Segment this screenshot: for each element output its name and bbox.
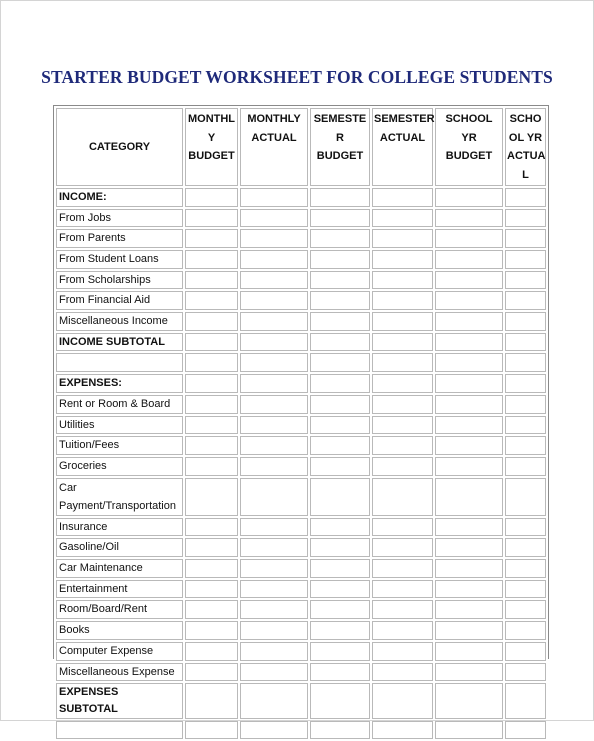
entry-cell-semester-actual[interactable] [372, 436, 433, 455]
entry-cell-school-yr-actual[interactable] [505, 621, 546, 640]
entry-cell-monthly-actual[interactable] [240, 621, 308, 640]
entry-cell-semester-budget[interactable] [310, 580, 370, 599]
entry-cell-monthly-budget[interactable] [185, 291, 238, 310]
entry-cell-school-yr-actual[interactable] [505, 374, 546, 393]
entry-cell-school-yr-budget[interactable] [435, 457, 503, 476]
col-header-monthly-budget [185, 108, 238, 186]
budget-table [54, 106, 548, 741]
entry-cell-school-yr-actual[interactable] [505, 416, 546, 435]
category-cell: Utilities [56, 416, 183, 435]
entry-cell-semester-budget[interactable] [310, 333, 370, 352]
entry-cell-school-yr-actual[interactable] [505, 600, 546, 619]
entry-cell[interactable] [372, 721, 433, 740]
table-row [56, 663, 546, 682]
entry-cell-school-yr-actual[interactable] [505, 250, 546, 269]
table-row [56, 436, 546, 455]
category-cell: Gasoline/Oil [56, 538, 183, 557]
entry-cell-school-yr-budget[interactable] [435, 663, 503, 682]
category-cell: Miscellaneous Income [56, 312, 183, 331]
entry-cell-school-yr-actual[interactable] [505, 291, 546, 310]
worksheet-title: STARTER BUDGET WORKSHEET FOR COLLEGE STUDENTS [41, 67, 553, 87]
table-row [56, 312, 546, 331]
entry-cell-school-yr-budget[interactable] [435, 580, 503, 599]
entry-cell-semester-budget[interactable] [310, 229, 370, 248]
entry-cell-semester-actual[interactable] [372, 663, 433, 682]
table-row [56, 457, 546, 476]
entry-cell-monthly-budget[interactable] [185, 663, 238, 682]
col-header-text: MONTHLY [247, 113, 301, 125]
entry-cell-monthly-budget[interactable] [185, 538, 238, 557]
entry-cell-school-yr-budget[interactable] [435, 229, 503, 248]
entry-cell-monthly-budget[interactable] [185, 353, 238, 372]
category-cell: Room/Board/Rent [56, 600, 183, 619]
entry-cell-monthly-actual[interactable] [240, 271, 308, 290]
table-row [56, 395, 546, 414]
entry-cell-semester-budget[interactable] [310, 538, 370, 557]
table-row [56, 333, 546, 352]
table-row [56, 580, 546, 599]
entry-cell-school-yr-budget[interactable] [435, 312, 503, 331]
entry-cell-monthly-actual[interactable] [240, 416, 308, 435]
budget-table-frame [53, 105, 549, 715]
entry-cell-semester-budget[interactable] [310, 416, 370, 435]
entry-cell-semester-actual[interactable] [372, 188, 433, 207]
entry-cell-school-yr-budget[interactable] [435, 271, 503, 290]
entry-cell-monthly-budget[interactable] [185, 395, 238, 414]
entry-cell-monthly-actual[interactable] [240, 642, 308, 661]
entry-cell-school-yr-actual[interactable] [505, 642, 546, 661]
entry-cell-monthly-budget[interactable] [185, 229, 238, 248]
table-row [56, 188, 546, 207]
entry-cell-semester-actual[interactable] [372, 250, 433, 269]
table-row [56, 271, 546, 290]
entry-cell-monthly-budget[interactable] [185, 436, 238, 455]
entry-cell-semester-budget[interactable] [310, 457, 370, 476]
table-row [56, 478, 546, 516]
entry-cell-semester-budget[interactable] [310, 209, 370, 228]
entry-cell-monthly-budget[interactable] [185, 271, 238, 290]
entry-cell-monthly-actual[interactable] [240, 312, 308, 331]
entry-cell-school-yr-actual[interactable] [505, 333, 546, 352]
entry-cell-school-yr-actual[interactable] [505, 395, 546, 414]
entry-cell[interactable] [505, 721, 546, 740]
entry-cell-school-yr-actual[interactable] [505, 436, 546, 455]
col-header-school-yr-budget [435, 108, 503, 186]
category-cell: From Financial Aid [56, 291, 183, 310]
entry-cell-semester-actual[interactable] [372, 600, 433, 619]
entry-cell-monthly-actual[interactable] [240, 683, 308, 718]
entry-cell[interactable] [435, 721, 503, 740]
category-cell: From Parents [56, 229, 183, 248]
entry-cell-school-yr-budget[interactable] [435, 683, 503, 718]
col-header-school-yr-actual [505, 108, 546, 186]
entry-cell-school-yr-budget[interactable] [435, 600, 503, 619]
table-row [56, 229, 546, 248]
entry-cell-school-yr-actual[interactable] [505, 312, 546, 331]
entry-cell-monthly-actual[interactable] [240, 229, 308, 248]
col-header-text: SEMESTE [313, 113, 367, 125]
entry-cell-semester-actual[interactable] [372, 478, 433, 516]
entry-cell-school-yr-budget[interactable] [435, 209, 503, 228]
entry-cell-semester-budget[interactable] [310, 188, 370, 207]
entry-cell-monthly-actual[interactable] [240, 600, 308, 619]
category-cell: Car Maintenance [56, 559, 183, 578]
table-row [56, 600, 546, 619]
entry-cell-school-yr-budget[interactable] [435, 250, 503, 269]
entry-cell-monthly-actual[interactable] [240, 457, 308, 476]
entry-cell-school-yr-budget[interactable] [435, 478, 503, 516]
entry-cell-semester-budget[interactable] [310, 353, 370, 372]
entry-cell-school-yr-budget[interactable] [435, 353, 503, 372]
category-cell [56, 478, 183, 516]
entry-cell-school-yr-actual[interactable] [505, 683, 546, 718]
entry-cell-school-yr-actual[interactable] [505, 209, 546, 228]
col-header-text: BUDGET [445, 150, 493, 163]
table-row [56, 416, 546, 435]
entry-cell-semester-actual[interactable] [372, 642, 433, 661]
table-row [56, 518, 546, 537]
entry-cell-school-yr-budget[interactable] [435, 559, 503, 578]
entry-cell-school-yr-actual[interactable] [505, 188, 546, 207]
col-header-text: MONTHL [187, 113, 236, 125]
entry-cell-monthly-budget[interactable] [185, 250, 238, 269]
entry-cell-semester-budget[interactable] [310, 478, 370, 516]
entry-cell-monthly-budget[interactable] [185, 642, 238, 661]
category-cell: EXPENSES SUBTOTAL [56, 683, 183, 718]
entry-cell-semester-actual[interactable] [372, 333, 433, 352]
category-cell: INCOME SUBTOTAL [56, 333, 183, 352]
entry-cell-school-yr-budget[interactable] [435, 518, 503, 537]
entry-cell-semester-actual[interactable] [372, 621, 433, 640]
entry-cell-semester-actual[interactable] [372, 229, 433, 248]
header-row [56, 108, 546, 186]
entry-cell-school-yr-actual[interactable] [505, 518, 546, 537]
table-row [56, 209, 546, 228]
category-cell: Tuition/Fees [56, 436, 183, 455]
col-header-text: OL YR [508, 131, 543, 144]
col-header-text: L [522, 169, 529, 182]
entry-cell-school-yr-budget[interactable] [435, 538, 503, 557]
col-header-text: SCHOOL YR [445, 113, 493, 144]
entry-cell-semester-budget[interactable] [310, 436, 370, 455]
entry-cell-school-yr-actual[interactable] [505, 538, 546, 557]
category-cell: Miscellaneous Expense [56, 663, 183, 682]
col-header-text: SEMESTER [374, 113, 435, 125]
entry-cell-monthly-budget[interactable] [185, 188, 238, 207]
entry-cell-school-yr-actual[interactable] [505, 580, 546, 599]
entry-cell-school-yr-actual[interactable] [505, 663, 546, 682]
entry-cell-semester-budget[interactable] [310, 663, 370, 682]
col-header-text: ACTUAL [379, 131, 426, 144]
entry-cell-school-yr-budget[interactable] [435, 291, 503, 310]
entry-cell-monthly-actual[interactable] [240, 478, 308, 516]
entry-cell-monthly-actual[interactable] [240, 333, 308, 352]
entry-cell-semester-actual[interactable] [372, 312, 433, 331]
entry-cell-monthly-budget[interactable] [185, 457, 238, 476]
entry-cell-monthly-budget[interactable] [185, 559, 238, 578]
category-cell: From Student Loans [56, 250, 183, 269]
entry-cell-school-yr-budget[interactable] [435, 188, 503, 207]
entry-cell-semester-budget[interactable] [310, 683, 370, 718]
entry-cell-school-yr-actual[interactable] [505, 229, 546, 248]
entry-cell-semester-budget[interactable] [310, 395, 370, 414]
col-header-semester-budget [310, 108, 370, 186]
col-header-text: R [336, 131, 344, 144]
entry-cell-semester-budget[interactable] [310, 518, 370, 537]
entry-cell-monthly-actual[interactable] [240, 436, 308, 455]
table-row [56, 250, 546, 269]
category-label: Payment/Transportation [59, 499, 176, 512]
entry-cell-monthly-actual[interactable] [240, 518, 308, 537]
entry-cell-semester-actual[interactable] [372, 518, 433, 537]
category-cell: Groceries [56, 457, 183, 476]
table-body [56, 188, 546, 740]
category-cell: Computer Expense [56, 642, 183, 661]
table-row [56, 559, 546, 578]
entry-cell-school-yr-budget[interactable] [435, 621, 503, 640]
entry-cell-semester-actual[interactable] [372, 559, 433, 578]
table-row [56, 374, 546, 393]
entry-cell-school-yr-budget[interactable] [435, 374, 503, 393]
entry-cell-semester-budget[interactable] [310, 291, 370, 310]
entry-cell-semester-budget[interactable] [310, 642, 370, 661]
entry-cell-semester-actual[interactable] [372, 374, 433, 393]
entry-cell-semester-budget[interactable] [310, 271, 370, 290]
entry-cell[interactable] [240, 721, 308, 740]
entry-cell-semester-actual[interactable] [372, 291, 433, 310]
entry-cell-monthly-actual[interactable] [240, 580, 308, 599]
entry-cell-monthly-budget[interactable] [185, 621, 238, 640]
col-header-text: BUDGET [316, 150, 364, 163]
entry-cell-monthly-budget[interactable] [185, 333, 238, 352]
entry-cell-semester-actual[interactable] [372, 538, 433, 557]
entry-cell-school-yr-budget[interactable] [435, 333, 503, 352]
entry-cell-monthly-budget[interactable] [185, 600, 238, 619]
category-cell [56, 721, 183, 740]
col-header-text: ACTUA [507, 150, 546, 163]
col-header-text: BUDGET [188, 150, 235, 163]
entry-cell-monthly-budget[interactable] [185, 683, 238, 718]
category-cell: From Jobs [56, 209, 183, 228]
table-row [56, 683, 546, 718]
category-cell: INCOME: [56, 188, 183, 207]
entry-cell-semester-actual[interactable] [372, 271, 433, 290]
entry-cell-semester-actual[interactable] [372, 416, 433, 435]
entry-cell-school-yr-actual[interactable] [505, 559, 546, 578]
category-cell: Entertainment [56, 580, 183, 599]
col-header-semester-actual [372, 108, 433, 186]
category-label: Car [59, 481, 77, 494]
category-cell: From Scholarships [56, 271, 183, 290]
category-cell: Rent or Room & Board [56, 395, 183, 414]
entry-cell-school-yr-actual[interactable] [505, 353, 546, 372]
table-row [56, 721, 546, 740]
entry-cell-semester-actual[interactable] [372, 353, 433, 372]
category-cell: EXPENSES: [56, 374, 183, 393]
entry-cell-monthly-actual[interactable] [240, 395, 308, 414]
entry-cell-school-yr-actual[interactable] [505, 457, 546, 476]
entry-cell-monthly-budget[interactable] [185, 416, 238, 435]
table-row [56, 538, 546, 557]
entry-cell-monthly-actual[interactable] [240, 209, 308, 228]
entry-cell-monthly-actual[interactable] [240, 291, 308, 310]
entry-cell-monthly-actual[interactable] [240, 538, 308, 557]
entry-cell-semester-budget[interactable] [310, 250, 370, 269]
entry-cell-semester-budget[interactable] [310, 312, 370, 331]
table-row [56, 642, 546, 661]
entry-cell[interactable] [310, 721, 370, 740]
entry-cell-semester-budget[interactable] [310, 559, 370, 578]
entry-cell-semester-budget[interactable] [310, 621, 370, 640]
entry-cell-semester-budget[interactable] [310, 600, 370, 619]
entry-cell-school-yr-budget[interactable] [435, 416, 503, 435]
table-row [56, 353, 546, 372]
entry-cell-monthly-actual[interactable] [240, 663, 308, 682]
entry-cell-monthly-budget[interactable] [185, 580, 238, 599]
entry-cell-semester-actual[interactable] [372, 683, 433, 718]
category-cell: Insurance [56, 518, 183, 537]
entry-cell-monthly-actual[interactable] [240, 188, 308, 207]
entry-cell-monthly-actual[interactable] [240, 374, 308, 393]
entry-cell-monthly-actual[interactable] [240, 559, 308, 578]
entry-cell-monthly-actual[interactable] [240, 250, 308, 269]
entry-cell-semester-actual[interactable] [372, 395, 433, 414]
entry-cell-semester-actual[interactable] [372, 580, 433, 599]
entry-cell-school-yr-budget[interactable] [435, 642, 503, 661]
entry-cell[interactable] [185, 721, 238, 740]
category-cell [56, 353, 183, 372]
col-header-text: Y [207, 131, 216, 144]
entry-cell-semester-actual[interactable] [372, 209, 433, 228]
entry-cell-monthly-actual[interactable] [240, 353, 308, 372]
entry-cell-school-yr-actual[interactable] [505, 271, 546, 290]
table-row [56, 621, 546, 640]
col-header-category: CATEGORY [56, 108, 183, 186]
entry-cell-semester-budget[interactable] [310, 374, 370, 393]
entry-cell-monthly-budget[interactable] [185, 518, 238, 537]
entry-cell-school-yr-actual[interactable] [505, 478, 546, 516]
entry-cell-school-yr-budget[interactable] [435, 436, 503, 455]
table-row [56, 291, 546, 310]
entry-cell-semester-actual[interactable] [372, 457, 433, 476]
entry-cell-monthly-budget[interactable] [185, 478, 238, 516]
entry-cell-school-yr-budget[interactable] [435, 395, 503, 414]
col-header-text: SCHO [509, 113, 542, 125]
category-cell: Books [56, 621, 183, 640]
col-header-monthly-actual [240, 108, 308, 186]
entry-cell-monthly-budget[interactable] [185, 374, 238, 393]
entry-cell-monthly-budget[interactable] [185, 312, 238, 331]
entry-cell-monthly-budget[interactable] [185, 209, 238, 228]
col-header-text: ACTUAL [251, 131, 297, 144]
